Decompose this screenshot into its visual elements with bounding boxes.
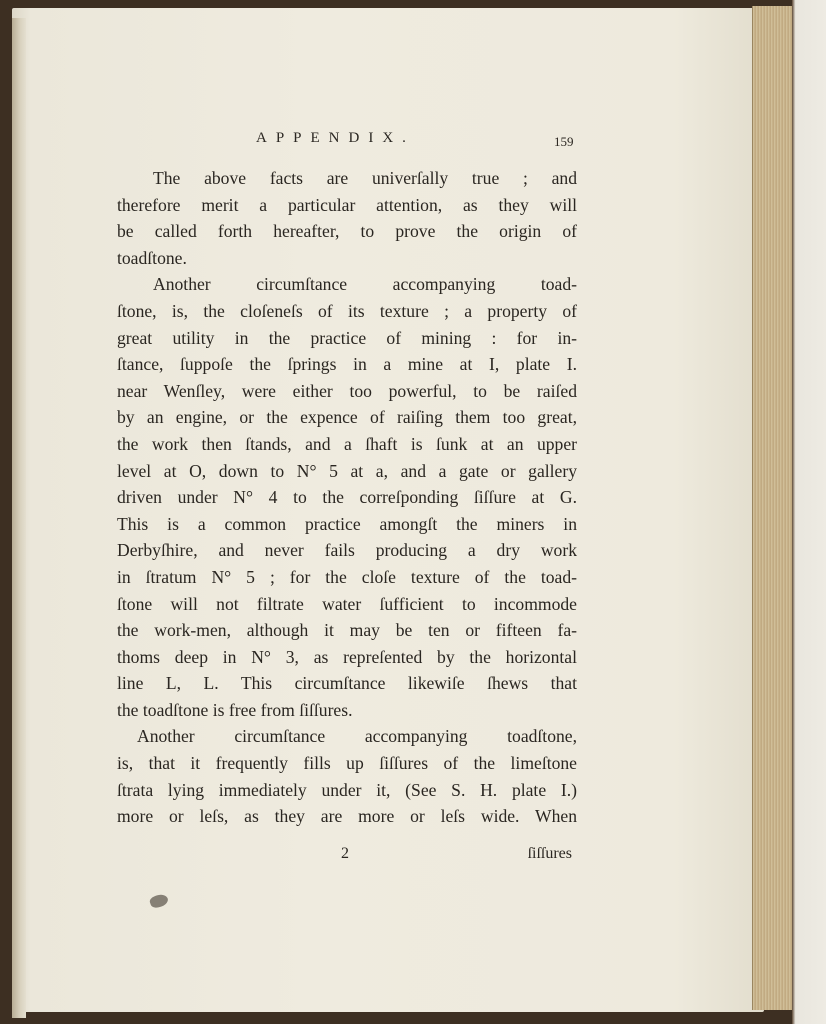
body-text xyxy=(117,165,577,830)
text-line: the work then ſtands, and a ſhaft is ſunk at an upper xyxy=(117,433,577,454)
text-line: Another circumſtance accompanying toad- xyxy=(153,274,577,295)
text-line: line L, L. This circumſtance likewiſe ſhews that xyxy=(117,673,577,694)
text-line: thoms deep in N° 3, as repreſented by the horizontal xyxy=(117,646,577,667)
text-line: ſtance, ſuppoſe the ſprings in a mine at I, plate I. xyxy=(117,354,577,375)
text-line: ſtrata lying immediately under it, (See S. H. plate I.) xyxy=(117,779,577,800)
catchword: ſiſſures xyxy=(527,845,572,862)
text-line: more or leſs, as they are more or leſs wide. When xyxy=(117,806,577,827)
text-line: near Wenſley, were either too powerful, to be raiſed xyxy=(117,380,577,401)
text-line: be called forth hereafter, to prove the origin of xyxy=(117,221,577,242)
text-line: by an engine, or the expence of raiſing them too great, xyxy=(117,407,577,428)
text-line: great utility in the practice of mining : for in- xyxy=(117,327,577,348)
page-gutter xyxy=(12,18,26,1018)
text-line: This is a common practice amongſt the miners in xyxy=(117,513,577,534)
text-line: toadſtone. xyxy=(117,247,187,268)
text-line: driven under N° 4 to the correſponding ſiſſure at G. xyxy=(117,487,577,508)
text-line: in ſtratum N° 5 ; for the cloſe texture of the toad- xyxy=(117,566,577,587)
text-line: is, that it frequently fills up ſiſſures of the limeſtone xyxy=(117,753,577,774)
text-line: therefore merit a particular attention, as they will xyxy=(117,194,577,215)
signature-mark: 2 xyxy=(341,845,349,862)
running-title: APPENDIX. xyxy=(256,130,415,146)
text-line: ſtone, is, the cloſeneſs of its texture ; a property of xyxy=(117,300,577,321)
page-stack-edge xyxy=(752,6,793,1010)
text-line: level at O, down to N° 5 at a, and a gate or gallery xyxy=(117,460,577,481)
text-line: Another circumſtance accompanying toadſtone, xyxy=(137,726,577,747)
text-line: Derbyſhire, and never fails producing a dry work xyxy=(117,540,577,561)
text-line: The above facts are univerſally true ; and xyxy=(153,168,577,188)
facing-page-edge xyxy=(792,0,826,1024)
text-line: the toadſtone is free from ſiſſures. xyxy=(117,699,353,720)
text-line: the work-men, although it may be ten or fifteen fa- xyxy=(117,620,577,641)
text-line: ſtone will not filtrate water ſufficient to incommode xyxy=(117,593,577,614)
page-number: 159 xyxy=(554,134,574,149)
